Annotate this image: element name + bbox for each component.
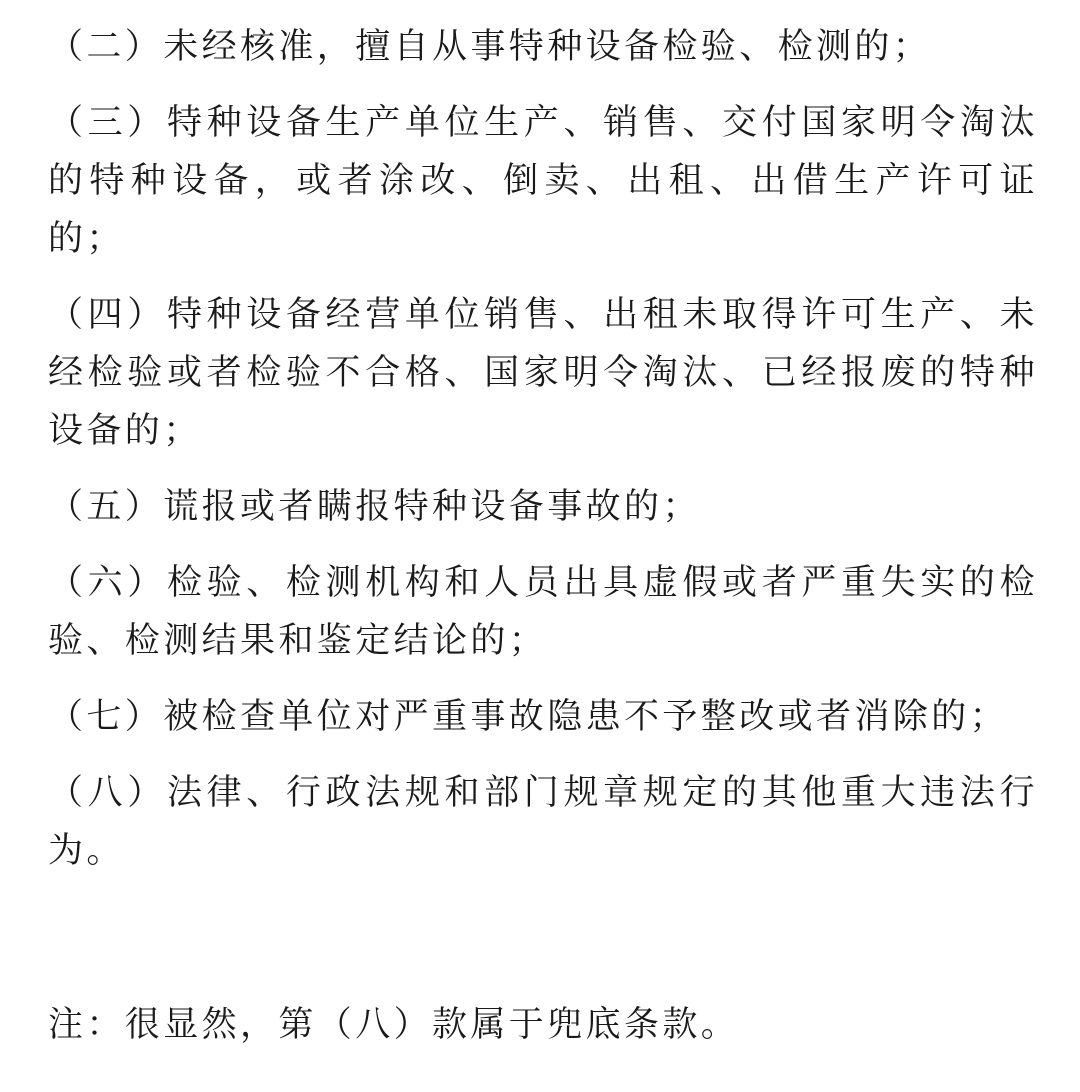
clause-5: （五）谎报或者瞒报特种设备事故的； [48,487,701,527]
clause-8: （八）法律、行政法规和部门规章规定的其他重大违法行为。 [48,773,1038,871]
clause-2: （二）未经核准，擅自从事特种设备检验、检测的； [48,27,932,67]
note-text: 注：很显然，第（八）款属于兜底条款。 [48,1005,740,1045]
clause-6: （六）检验、检测机构和人员出具虚假或者严重失实的检验、检测结果和鉴定结论的； [48,563,1038,661]
clause-4: （四）特种设备经营单位销售、出租未取得许可生产、未经检验或者检验不合格、国家明令淘汰、已经报废的特种设备的； [48,295,1038,451]
clause-7: （七）被检查单位对严重事故隐患不予整改或者消除的； [48,697,1009,737]
document-body [48,18,1038,898]
clause-3: （三）特种设备生产单位生产、销售、交付国家明令淘汰的特种设备，或者涂改、倒卖、出租、出借生产许可证的； [48,103,1038,259]
